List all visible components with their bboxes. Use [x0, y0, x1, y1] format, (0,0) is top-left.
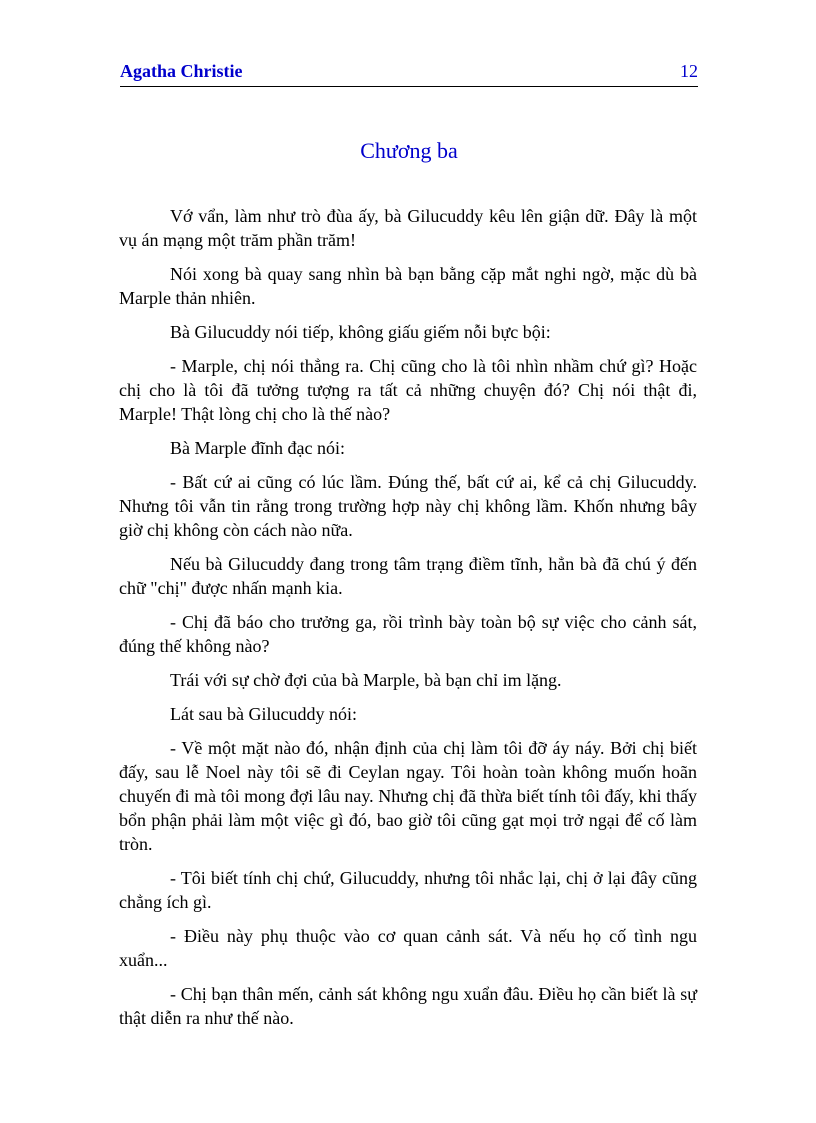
page-header — [120, 60, 698, 87]
paragraph: Nói xong bà quay sang nhìn bà bạn bằng cặp mắt nghi ngờ, mặc dù bà Marple thản nhiên. — [119, 264, 697, 308]
paragraph: Lát sau bà Gilucuddy nói: — [170, 704, 357, 724]
paragraph: Trái với sự chờ đợi của bà Marple, bà bạn chỉ im lặng. — [170, 670, 562, 690]
paragraph: Vớ vẩn, làm như trò đùa ấy, bà Gilucuddy kêu lên giận dữ. Đây là một vụ án mạng một trăm phần trăm! — [119, 206, 697, 250]
body-text — [119, 204, 697, 1040]
header-author: Agatha Christie — [120, 61, 243, 81]
paragraph: - Chị bạn thân mến, cảnh sát không ngu xuẩn đâu. Điều họ cần biết là sự thật diễn ra như thế nào. — [119, 984, 697, 1028]
page-number: 12 — [680, 61, 698, 81]
paragraph: - Tôi biết tính chị chứ, Gilucuddy, nhưng tôi nhắc lại, chị ở lại đây cũng chẳng ích gì. — [119, 868, 697, 912]
paragraph: - Marple, chị nói thẳng ra. Chị cũng cho là tôi nhìn nhầm chứ gì? Hoặc chị cho là tôi đã tưởng tượng ra tất cả những chuyện đó? Chị nói thật đi, Marple! Thật lòng chị cho là thế nào? — [119, 356, 697, 424]
paragraph: Bà Gilucuddy nói tiếp, không giấu giếm nỗi bực bội: — [170, 322, 551, 342]
paragraph: - Về một mặt nào đó, nhận định của chị làm tôi đỡ áy náy. Bởi chị biết đấy, sau lễ Noel này tôi sẽ đi Ceylan ngay. Tôi hoàn toàn không muốn hoãn chuyến đi mà tôi mong đợi lâu nay. Nhưng chị đã thừa biết tính tôi đấy, khi thấy bổn phận phải làm một việc gì đó, bao giờ tôi cũng gạt mọi trở ngại để cố làm tròn. — [119, 738, 697, 854]
paragraph: Nếu bà Gilucuddy đang trong tâm trạng điềm tĩnh, hẳn bà đã chú ý đến chữ "chị" được nhấn mạnh kia. — [119, 554, 697, 598]
paragraph: - Chị đã báo cho trưởng ga, rồi trình bày toàn bộ sự việc cho cảnh sát, đúng thế không nào? — [119, 612, 697, 656]
paragraph: - Điều này phụ thuộc vào cơ quan cảnh sát. Và nếu họ cố tình ngu xuẩn... — [119, 926, 697, 970]
chapter-title: Chương ba — [360, 138, 458, 163]
paragraph: - Bất cứ ai cũng có lúc lầm. Đúng thế, bất cứ ai, kể cả chị Gilucuddy. Nhưng tôi vẫn tin rằng trong trường hợp này chị không lầm. Khốn nhưng bây giờ chị không còn cách nào nữa. — [119, 472, 697, 540]
paragraph: Bà Marple đĩnh đạc nói: — [170, 438, 345, 458]
